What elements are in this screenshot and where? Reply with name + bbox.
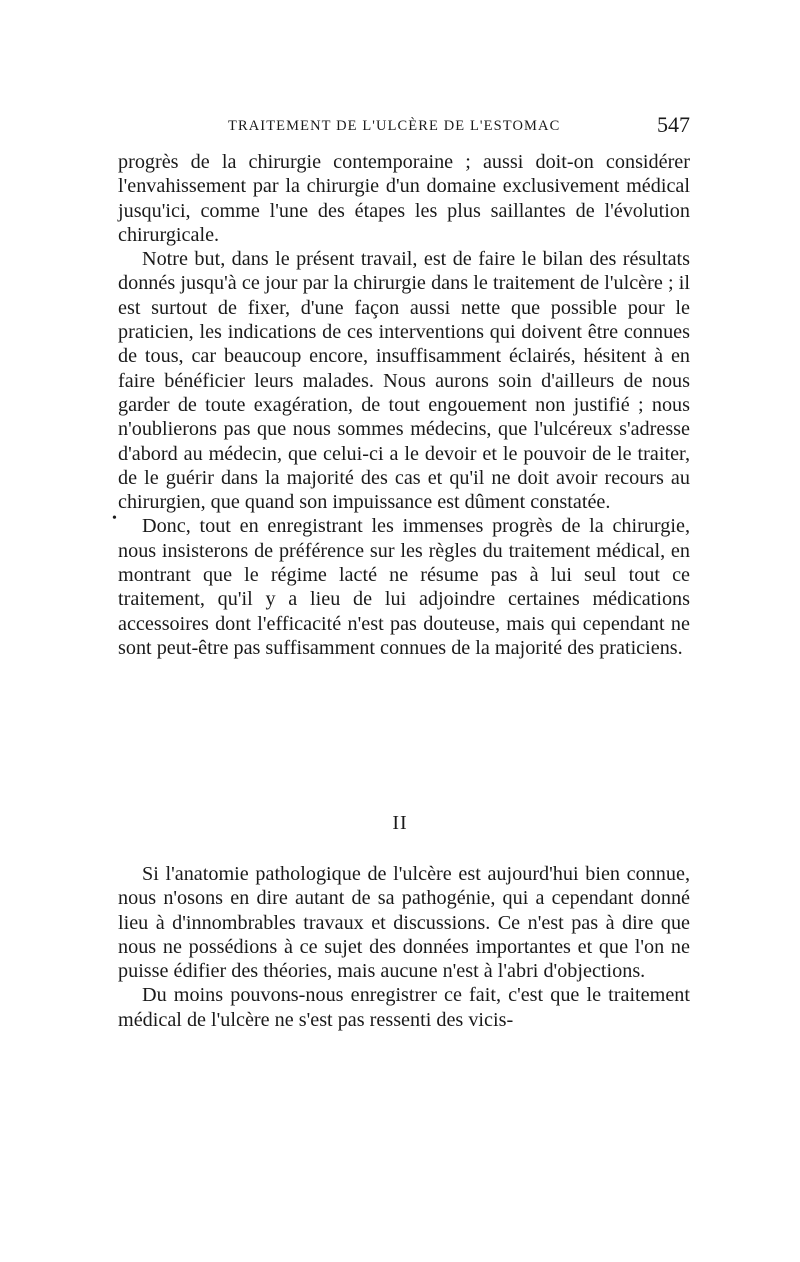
paragraph: Notre but, dans le présent travail, est de faire le bilan des résultats donnés jusqu'à ce jour par la chirurgie dans le traitement de l'ulcère ; il est surtout de fixer, d'une façon aussi nette que possible pour le praticien, les indications de ces interventions qui doivent être connues de tous, car beaucoup encore, insuffisamment éclairés, hésitent à en faire bénéficier leurs malades. Nous aurons soin d'ailleurs de nous garder de toute exagération, de tout engouement non justifié ; nous n'oublierons pas que nous sommes médecins, que l'ulcéreux s'adresse d'abord au médecin, que celui-ci a le devoir et le pouvoir de le traiter, de le guérir dans la majorité des cas et qu'il ne doit avoir recours au chirurgien, que quand son impuissance est dûment constatée.	[118, 248, 690, 514]
section-heading: II	[392, 812, 408, 834]
text-block-top	[118, 150, 690, 660]
text-block-bottom	[118, 862, 690, 1032]
page-header	[118, 112, 690, 142]
paragraph: Si l'anatomie pathologique de l'ulcère est aujourd'hui bien connue, nous n'osons en dire autant de sa pathogénie, qui a cependant donné lieu à d'innombrables travaux et discussions. Ce n'est pas à dire que nous ne possédions à ce sujet des données importantes et que l'on ne puisse édifier des théories, mais aucune n'est à l'abri d'objections.	[118, 863, 690, 983]
page-number: 547	[657, 112, 690, 137]
paragraph: Donc, tout en enregistrant les immenses progrès de la chirurgie, nous insisterons de préférence sur les règles du traitement médical, en montrant que le régime lacté ne résume pas à lui seul tout ce traitement, qu'il y a lieu de lui adjoindre certaines médications accessoires dont l'efficacité n'est pas douteuse, mais qui cependant ne sont peut-être pas suffisamment connues de la majorité des praticiens.	[118, 515, 690, 659]
running-title: TRAITEMENT DE L'ULCÈRE DE L'ESTOMAC	[228, 118, 561, 134]
paragraph-continuation: progrès de la chirurgie contemporaine ; aussi doit-on considérer l'envahissement par la chirurgie d'un domaine exclusivement médical jusqu'ici, comme l'une des étapes les plus saillantes de l'évolution chirurgicale.	[118, 151, 690, 246]
margin-mark: •	[112, 511, 117, 526]
paragraph: Du moins pouvons-nous enregistrer ce fait, c'est que le traitement médical de l'ulcère ne s'est pas ressenti des vicis-	[118, 984, 690, 1031]
